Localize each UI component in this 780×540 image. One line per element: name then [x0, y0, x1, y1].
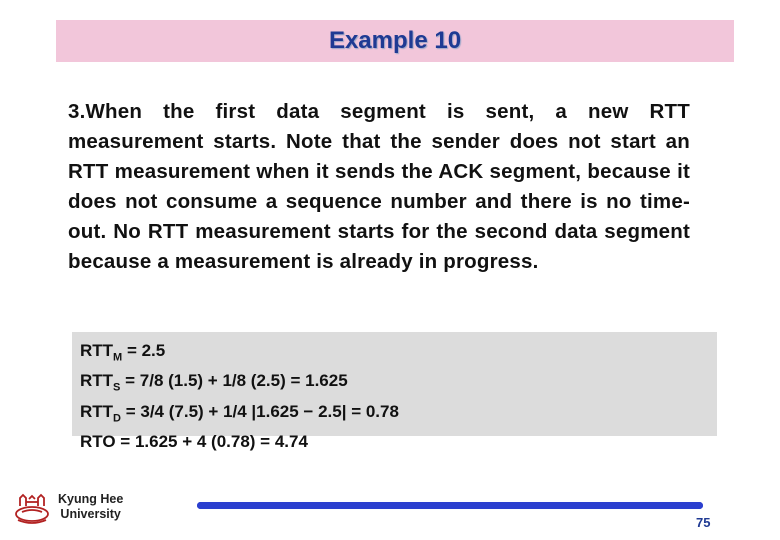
- slide-progress-bar: [197, 502, 703, 509]
- formula-box: [72, 332, 717, 452]
- university-name: Kyung Hee University: [58, 492, 124, 521]
- formula-rtts: $RTT_S = 7/8$ (1.5) + 1/8 (2.5) = 1.625: [80, 371, 348, 394]
- slide-title: Example 10: [328, 27, 462, 54]
- formula-rttm: $RTT_M = 2.5$: [80, 341, 166, 364]
- slide-progress-fill: [197, 502, 703, 509]
- kyung-hee-university-seal-icon: [12, 490, 52, 526]
- formula-lines: [80, 339, 399, 453]
- title-bar: [56, 20, 734, 62]
- page-number: 75: [696, 515, 711, 530]
- formula-rto: RTO = 1.625 + 4 (0.78) = 4.74: [80, 432, 308, 452]
- formula-rttd: $RTT_D = 3/4$ (7.5) + 1/4 |1.625 − 2.5| = 0.78: [80, 401, 399, 425]
- slide-body-text: 3.When the first data segment is sent, a new RTT measurement starts. Note that the sender does not start an RTT measurement when it sends the ACK segment, because it does not consume a sequence number and there is no time-out. No RTT measurement starts for the second data segment because a measurement is already in progress.: [68, 100, 690, 273]
